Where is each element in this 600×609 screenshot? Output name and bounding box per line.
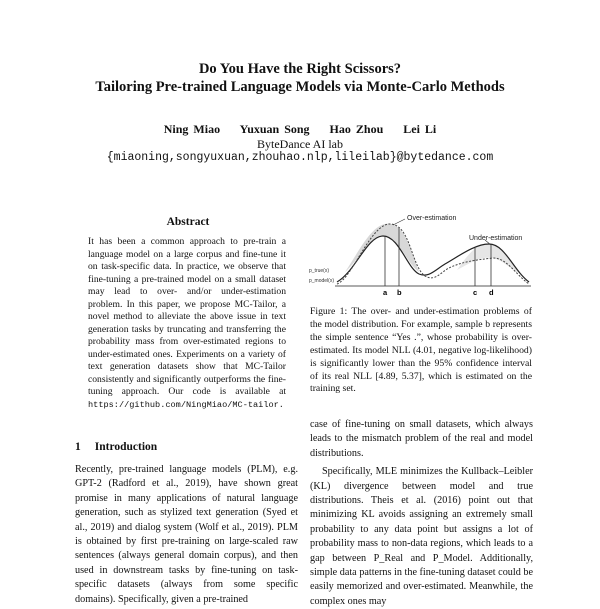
code-link[interactable]: https://github.com/NingMiao/MC-tailor. (88, 399, 284, 410)
tick-d: d (489, 288, 494, 297)
paper-title-line1: Do You Have the Right Scissors? (198, 61, 402, 77)
author-list: Ning Miao Yuxuan Song Hao Zhou Lei Li (163, 122, 437, 136)
tick-c: c (473, 288, 478, 297)
abstract-text: It has been a common approach to pre-train a language model on a large corpus and fine-tune it on task-specific data. In practice, we observe that fine-tuning a pre-trained model on a small dataset may lead to over- and/or under-estimation problem. In this paper, we propose MC-Tailor, a novel method to alleviate the above issue in text generation tasks by truncating and transferring the probability mass from over-estimated regions to under-estimated ones. Experiments on a variety of text generation datasets show that MC-Tailor consistently and significantly outperforms the fine-tuning approach. Our code is available at (88, 236, 286, 397)
paragraph-2: Specifically, MLE minimizes the Kullback–Leibler (KL) divergence between model and true distributions. Theis et al. (2016) point out that minimizing KL avoids assigning an extremely small probability to any data point but assigns a lot of probability mass to non-data regions, which leads to a gap between P_Real and P_Model. Additionally, simple data patterns in the fine-tuning dataset could be easily memorized and over-estimated. Meanwhile, the complex ones may (310, 466, 533, 607)
tick-a: a (383, 288, 388, 297)
figure-1-distribution-plot (307, 212, 535, 297)
over-estimation-region (345, 224, 419, 272)
legend-true: p_true(x) (309, 268, 330, 274)
right-column-body (310, 418, 533, 609)
paper-title-line2: Tailoring Pre-trained Language Models via Monte-Carlo Methods (95, 79, 505, 95)
affiliation: ByteDance AI lab (257, 137, 343, 151)
label-under-estimation: Under-estimation (469, 235, 523, 242)
over-estimation-pointer (393, 219, 405, 225)
introduction-body: Recently, pre-trained language models (PLM), e.g. GPT-2 (Radford et al., 2019), have shown great promise in many applications of natural language generation, such as stylized text generation (Syed et al., 2019) and dialog system (Wolf et al., 2019). PLM is obtained by first pre-training on large-scaled raw sentences (always general domain corpus), and then used in downstream tasks by fine-tuning on task-specific datasets (always from some specific domains). Specifically, given a pre-trained (75, 464, 298, 605)
figure-1-caption: Figure 1: The over- and under-estimation problems of the model distribution. For example, sample b represents the simple sentence “Yes .”, whose probability is over-estimated. Its model NLL (4.01, negative log-likelihood) is significantly lower than the 95% confidence interval of its real NLL [4.89, 5.37], which is estimated on the training set. (310, 306, 532, 395)
author-emails: {miaoning,songyuxuan,zhouhao.nlp,lileilab}@bytedance.com (106, 151, 494, 164)
paragraph-1: case of fine-tuning on small datasets, which always leads to the mismatch problem of the real and model distributions. (310, 419, 533, 459)
under-estimation-region (457, 244, 521, 274)
tick-b: b (397, 288, 402, 297)
section-heading-introduction (75, 441, 295, 453)
section-number: 1 (75, 441, 81, 453)
legend-model: p_model(x) (309, 278, 335, 284)
label-over-estimation: Over-estimation (407, 215, 457, 222)
section-title: Introduction (94, 441, 158, 453)
abstract-body (88, 236, 286, 411)
abstract-heading: Abstract (166, 216, 210, 228)
